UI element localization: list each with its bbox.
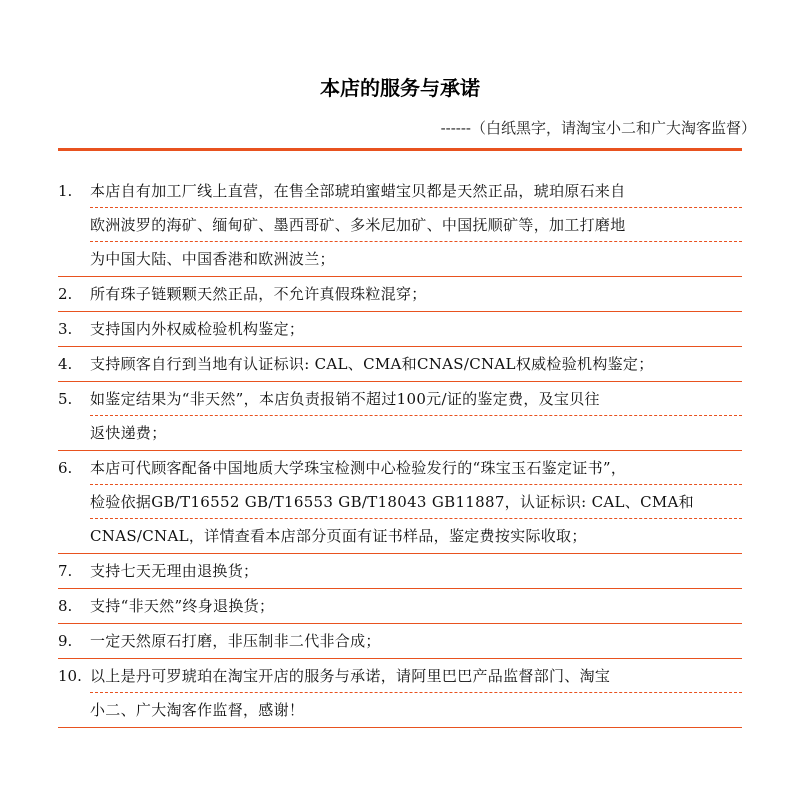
item-text-line: CNAS/CNAL，详情查看本店部分页面有证书样品，鉴定费按实际收取； [90,527,587,545]
item-number: 7. [58,562,73,580]
list-item-7 [58,554,742,589]
list-item-10 [58,659,742,728]
header-divider [58,148,742,151]
promise-list [58,174,742,728]
item-text-line: 检验依据GB/T16552 GB/T16553 GB/T18043 GB11887，认证标识: CAL、CMA和 [90,485,742,519]
item-text-line: 如鉴定结果为“非天然”，本店负责报销不超过100元/证的鉴定费，及宝贝往 [90,382,742,416]
item-text-line: 小二、广大淘客作监督，感谢！ [90,701,305,719]
item-number: 4. [58,355,73,373]
item-text-line: 支持国内外权威检验机构鉴定； [90,320,305,338]
item-number: 10. [58,667,82,685]
item-text-line: 支持顾客自行到当地有认证标识: CAL、CMA和CNAS/CNAL权威检验机构鉴定； [90,355,654,373]
item-text-line: 本店自有加工厂线上直营，在售全部琥珀蜜蜡宝贝都是天然正品，琥珀原石来自 [90,174,742,208]
item-text-line: 欧洲波罗的海矿、缅甸矿、墨西哥矿、多米尼加矿、中国抚顺矿等，加工打磨地 [90,208,742,242]
item-text-line: 返快递费； [90,424,167,442]
item-number: 6. [58,459,73,477]
list-item-5 [58,382,742,451]
item-number: 2. [58,285,73,303]
list-item-2 [58,277,742,312]
list-item-4 [58,347,742,382]
list-item-3 [58,312,742,347]
item-number: 1. [58,182,73,200]
list-item-9 [58,624,742,659]
item-text-line: 所有珠子链颗颗天然正品，不允许真假珠粒混穿； [90,285,427,303]
item-text-line: 支持“非天然”终身退换货； [90,597,275,615]
item-number: 3. [58,320,73,338]
page-subtitle: ------（白纸黑字，请淘宝小二和广大淘客监督） [440,119,756,137]
item-text-line: 以上是丹可罗琥珀在淘宝开店的服务与承诺，请阿里巴巴产品监督部门、淘宝 [90,659,742,693]
item-number: 9. [58,632,73,650]
item-text-line: 为中国大陆、中国香港和欧洲波兰； [90,250,335,268]
list-item-8 [58,589,742,624]
item-text-line: 支持七天无理由退换货； [90,562,259,580]
list-item-6 [58,451,742,554]
item-number: 5. [58,390,73,408]
item-text-line: 本店可代顾客配备中国地质大学珠宝检测中心检验发行的“珠宝玉石鉴定证书”， [90,451,742,485]
page-title: 本店的服务与承诺 [320,76,480,100]
item-text-line: 一定天然原石打磨，非压制非二代非合成； [90,632,381,650]
list-item-1 [58,174,742,277]
item-number: 8. [58,597,73,615]
